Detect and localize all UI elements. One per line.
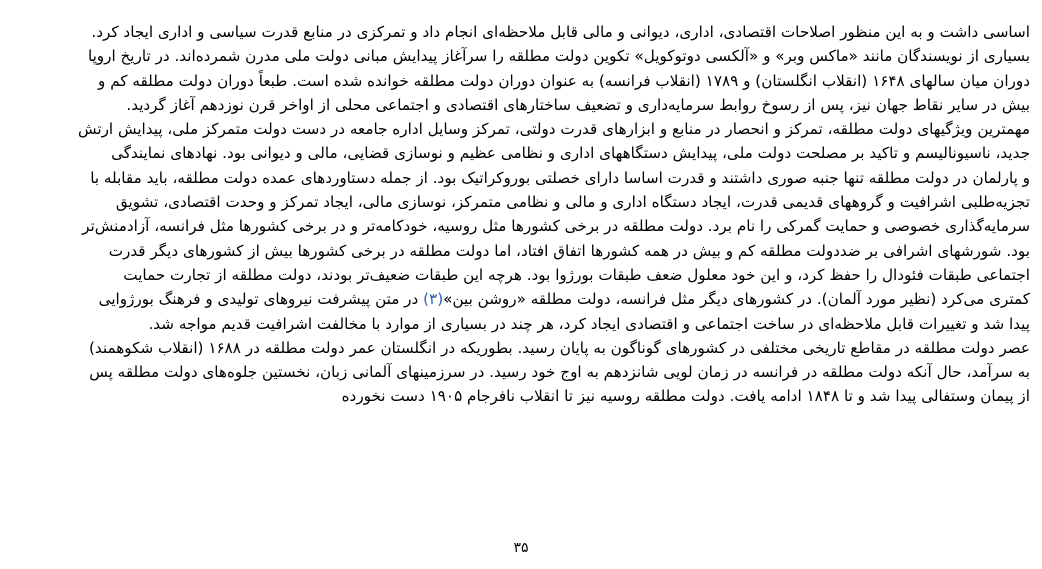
text-segment: در متن پیشرفت نیروهای تولیدی و فرهنگ بورژوایی [98, 290, 419, 309]
text-line: مهمترین ویژگیهای دولت مطلقه، تمرکز و انحصار در منابع و ابزارهای قدرت دولتی، تمرکز وسایل اداره جامعه در دست دولت متمرکز ملی، پیدایش ارتش [77, 120, 1030, 139]
text-segment: کمتری می‌کرد (نظیر مورد آلمان). در کشورهای دیگر مثل فرانسه، دولت مطلقه «روشن بین» [443, 290, 1030, 309]
text-line: اجتماعی طبقات فئودال را حفظ کرد، و این خود معلول ضعف طبقات بورژوا بود. هرچه این طبقات ضعیف‌تر بودند، دولت مطلقه از تجارت حمایت [123, 265, 1030, 284]
text-line: سرمایه‌گذاری خصوصی و حمایت گمرکی را نام برد. دولت مطلقه در برخی کشورها مثل روسیه، خودکامه‌تر و در برخی کشورها مثل فرانسه، آزادمنش‌تر [82, 217, 1030, 236]
text-line: از پیمان وستفالی پیدا شد و تا ۱۸۴۸ ادامه یافت. دولت مطلقه روسیه نیز تا انقلاب نافرجام ۱۹۰۵ دست نخورده [341, 387, 1030, 406]
text-line-with-footnote [10, 287, 1030, 311]
text-line: بود. شورشهای اشرافی بر ضددولت مطلقه کم و بیش در همه کشورها اتفاق افتاد، اما دولت مطلقه در برخی کشورها بیش از کشورهای دیگر قدرت [108, 241, 1030, 260]
paragraph-3 [10, 336, 1030, 409]
document-page [10, 20, 1030, 409]
text-line: تجزیه‌طلبی اشرافیت و گروههای قدیمی قدرت، ایجاد دستگاه اداری و مالی و نظامی متمرکز، نوسازی مالی، ایجاد تمرکز و وحدت اقتصادی، تشویق [115, 193, 1030, 212]
text-line: عصر دولت مطلقه در مقاطع تاریخی مختلفی در کشورهای گوناگون به پایان رسید. بطوریکه در انگلستان عمر دولت مطلقه در ۱۶۸۸ (انقلاب شکوهمند) [89, 338, 1030, 357]
text-line: پیدا شد و تغییرات قابل ملاحظه‌ای در ساخت اجتماعی و اقتصادی ایجاد کرد، هر چند در بسیاری از موارد با مخالفت اشرافیت قدیم مواجه شد. [148, 314, 1030, 333]
text-line: جدید، ناسیونالیسم و تاکید بر مصلحت دولت ملی، پیدایش دستگاههای اداری و نظامی عظیم و نوسازی قضایی، مالی و دیوانی بود. نهادهای نمایندگی [111, 144, 1030, 163]
text-line: و پارلمان در دولت مطلقه تنها جنبه صوری داشتند و قدرت اساسا دارای خصلتی بوروکراتیک بود. از جمله دستاوردهای عمده دولت مطلقه، باید مقابله با [90, 168, 1030, 187]
paragraph-2 [10, 117, 1030, 336]
text-line: بیش در سایر نقاط جهان نیز، پس از رسوخ روابط سرمایه‌داری و تضعیف ساختارهای اقتصادی و اجتماعی محلی از اواخر قرن نوزدهم آغاز گردید. [126, 95, 1030, 114]
text-line: دوران میان سالهای ۱۶۴۸ (انقلاب انگلستان) و ۱۷۸۹ (انقلاب فرانسه) به عنوان دوران دولت مطلقه خوانده شده است. طبعاً دوران دولت مطلقه کم و [98, 71, 1030, 90]
paragraph-1 [10, 20, 1030, 117]
text-line: اساسی داشت و به این منظور اصلاحات اقتصادی، اداری، دیوانی و مالی قابل ملاحظه‌ای انجام داد و تمرکزی در منابع قدرت سیاسی و اداری ایجاد کرد. [91, 23, 1030, 41]
footnote-reference-link[interactable]: (۳) [423, 290, 444, 309]
text-line: بسیاری از نویسندگان مانند «ماکس وبر» و «آلکسی دوتوکویل» تکوین دولت مطلقه را سرآغاز پیدایش مبانی دولت ملی مدرن شمرده‌اند. در تاریخ اروپا [87, 47, 1030, 66]
text-line: به سرآمد، حال آنکه دولت مطلقه در فرانسه در زمان لویی شانزدهم به اوج خود رسید. در سرزمینهای آلمانی زبان، نخستین جلوه‌های دولت مطلقه پس [89, 363, 1030, 382]
page-number: ۳۵ [513, 540, 529, 556]
